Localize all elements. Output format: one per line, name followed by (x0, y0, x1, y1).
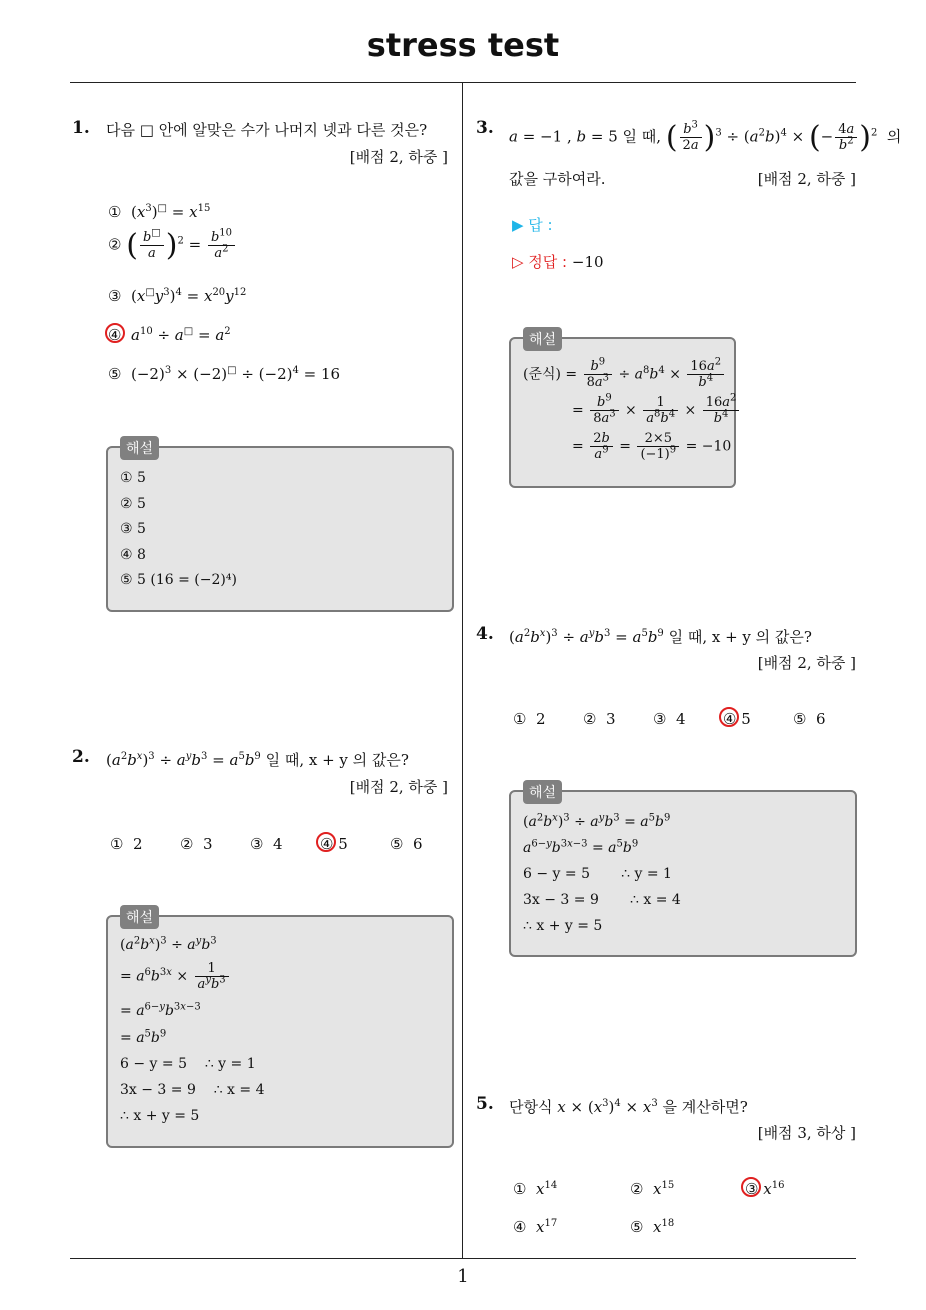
q1-text: 다음 □ 안에 알맞은 수가 나머지 넷과 다른 것은? (106, 121, 428, 139)
q2-option-1[interactable]: ① 2 (110, 835, 143, 853)
q2-solution-line: = $a^5b^9$ (120, 1028, 167, 1046)
q4-selected-circle (719, 707, 739, 727)
q1-solution-line: ② 5 (120, 496, 146, 512)
q4-solution-line: ∴ x + y = 5 (523, 918, 603, 934)
q2-option-2[interactable]: ② 3 (180, 835, 213, 853)
q2-solution-line: 6 − y = 5 ∴ y = 1 (120, 1056, 256, 1072)
q4-number: 4. (476, 624, 494, 644)
q2-solution-line: $(a^2b^x)^3 \div a^yb^3$ (120, 935, 217, 953)
q1-solution-line: ④ 8 (120, 547, 146, 563)
q5-selected-circle (741, 1177, 761, 1197)
q5-text: 단항식 $x \times (x^3)^4 \times x^3$ 을 계산하면? (509, 1098, 748, 1116)
q1-solution-label: 해설 (120, 436, 159, 460)
q3-text: a = −1 , b = 5 일 때, ( $\frac{b^3}{2a}$ )$^3 \div (a^2b)^4$ × (− $\frac{4a}{b^2}$ )$^2$ 의 (509, 119, 902, 155)
q3-answer-label: ▶ 답 : (512, 216, 553, 234)
q5-option-1[interactable]: ① $x^{14}$ (513, 1180, 558, 1198)
q2-number: 2. (72, 747, 90, 767)
q3-points: [배점 2, 하중 ] (757, 170, 856, 188)
q2-selected-circle (316, 832, 336, 852)
q2-solution-line: = $a^{6-y}b^{3x-3}$ (120, 1001, 201, 1019)
q1-option-5[interactable]: ⑤ $(-2)^3 \times (-2)^□ \div (-2)^4 = 16$ (108, 365, 341, 383)
q1-number: 1. (72, 118, 90, 138)
q1-option-2[interactable]: ② ( $\frac{b^□}{a}$ )$^2$ = $\frac{b^{10}}{a^2}$ (108, 228, 237, 263)
q3-solution-line: = $\frac{b^9}{8a^3}$ × $\frac{1}{a^8b^4}$ × $\frac{16a^2}{b^4}$ (572, 395, 741, 426)
q1-solution-box (106, 441, 454, 612)
q1-solution-line: ③ 5 (120, 521, 146, 537)
footer-divider (70, 1258, 856, 1259)
q5-option-3[interactable]: ③ $x^{16}$ (745, 1180, 785, 1198)
q3-solution-box (509, 332, 737, 488)
q3-solution-line: (준식) = $\frac{b^9}{8a^3}$ ÷ $a^8b^4$ × $\frac{16a^2}{b^4}$ (523, 359, 726, 390)
q2-solution-line: = $a^6b^{3x}$ × $\frac{1}{a^yb^3}$ (120, 961, 231, 992)
q2-points: [배점 2, 하중 ] (349, 778, 448, 796)
q1-selected-circle (105, 323, 125, 343)
q5-number: 5. (476, 1094, 494, 1114)
q3-number: 3. (476, 118, 494, 138)
q3-solution-line: = $\frac{2b}{a^9}$ = $\frac{2\times 5}{(-1)^9}$ = −10 (572, 431, 732, 462)
q2-option-4[interactable]: ④ 5 (320, 835, 348, 853)
header-divider (70, 82, 856, 83)
q1-solution-line: ⑤ 5 (16 = (−2)⁴) (120, 572, 237, 588)
q4-text: $(a^2b^x)^3 \div a^yb^3 = a^5b^9$ 일 때, x + y 의 값은? (509, 628, 812, 646)
column-divider (462, 83, 463, 1258)
q4-option-2[interactable]: ② 3 (583, 710, 616, 728)
page-title: stress test (366, 26, 560, 64)
q4-solution-box (509, 785, 857, 957)
q4-solution-line: $(a^2b^x)^3 \div a^yb^3 = a^5b^9$ (523, 812, 671, 830)
q4-solution-line: 3x − 3 = 9 ∴ x = 4 (523, 892, 681, 908)
q3-correct-answer: ▷ 정답 : −10 (512, 253, 604, 271)
q2-solution-line: 3x − 3 = 9 ∴ x = 4 (120, 1082, 265, 1098)
q5-option-4[interactable]: ④ $x^{17}$ (513, 1218, 558, 1236)
q4-solution-label: 해설 (523, 780, 562, 804)
page-number: 1 (457, 1266, 469, 1287)
q2-solution-box (106, 910, 454, 1148)
q2-solution-label: 해설 (120, 905, 159, 929)
q4-points: [배점 2, 하중 ] (757, 654, 856, 672)
q4-option-1[interactable]: ① 2 (513, 710, 546, 728)
q2-option-5[interactable]: ⑤ 6 (390, 835, 423, 853)
q5-points: [배점 3, 하상 ] (757, 1124, 856, 1142)
q5-option-5[interactable]: ⑤ $x^{18}$ (630, 1218, 675, 1236)
q1-option-4[interactable]: ④ $a^{10} \div a^□ = a^2$ (108, 326, 231, 344)
q1-option-3[interactable]: ③ $(x^□y^3)^4 = x^{20}y^{12}$ (108, 287, 247, 305)
q1-points: [배점 2, 하중 ] (349, 148, 448, 166)
q5-option-2[interactable]: ② $x^{15}$ (630, 1180, 675, 1198)
q4-solution-line: 6 − y = 5 ∴ y = 1 (523, 866, 672, 882)
q1-solution-line: ① 5 (120, 470, 146, 486)
q4-option-4[interactable]: ④ 5 (723, 710, 751, 728)
q2-text: $(a^2b^x)^3 \div a^yb^3 = a^5b^9$ 일 때, x + y 의 값은? (106, 751, 409, 769)
q4-solution-line: $a^{6-y}b^{3x-3} = a^5b^9$ (523, 838, 639, 856)
q2-option-3[interactable]: ③ 4 (250, 835, 283, 853)
q3-text-line2: 값을 구하여라. (509, 170, 606, 188)
q2-solution-line: ∴ x + y = 5 (120, 1108, 200, 1124)
q4-option-5[interactable]: ⑤ 6 (793, 710, 826, 728)
q1-option-1[interactable]: ① $(x^3)^□ = x^{15}$ (108, 203, 211, 221)
q3-solution-label: 해설 (523, 327, 562, 351)
q4-option-3[interactable]: ③ 4 (653, 710, 686, 728)
